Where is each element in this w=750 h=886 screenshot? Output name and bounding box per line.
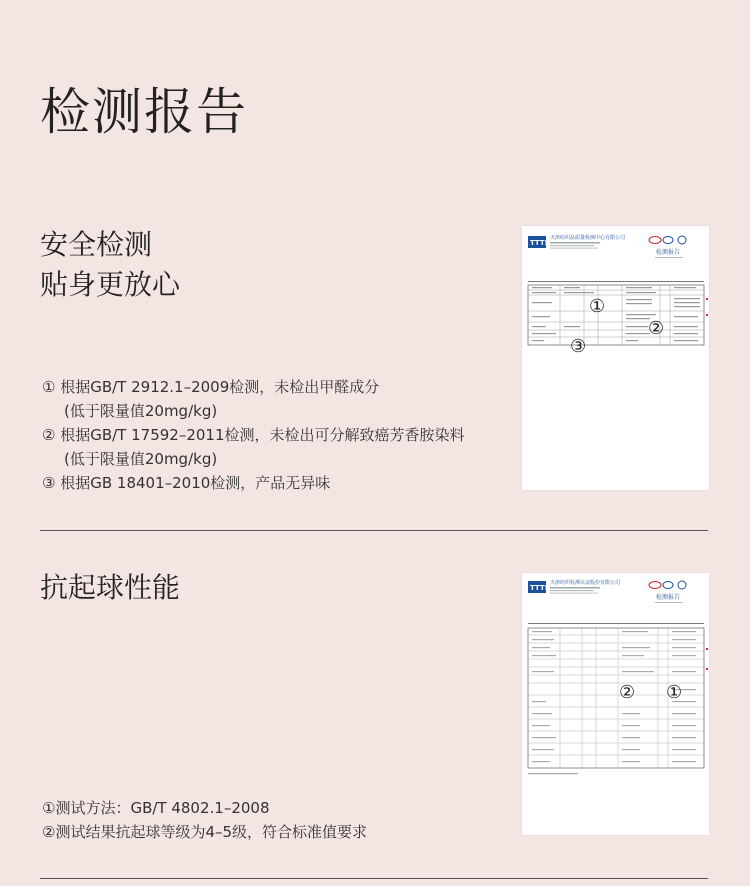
section1-item-1: ① 根据GB/T 2912.1–2009检测，未检出甲醛成分 (42, 378, 380, 396)
section1-heading-line2: 贴身更放心 (40, 268, 181, 301)
report2-marker-2: ② (619, 682, 636, 703)
report2-company: 天津纺织检测认证股份有限公司 (550, 580, 621, 586)
report-title: 检测报告 (656, 249, 681, 256)
report-image-safety (522, 226, 709, 490)
section2-item-1: ①测试方法：GB/T 4802.1–2008 (42, 799, 270, 817)
report-marker-1: ① (589, 296, 606, 317)
report-logo-text: TTTS (530, 239, 550, 247)
section1-item-3: ③ 根据GB 18401–2010检测，产品无异味 (42, 474, 331, 492)
section-divider-1 (40, 530, 708, 531)
section2-heading: 抗起球性能 (40, 571, 181, 604)
section1-item-2-note: (低于限量值20mg/kg) (64, 450, 218, 468)
report-marker-3: ③ (570, 336, 587, 357)
page-title: 检测报告 (40, 83, 248, 141)
section1-item-1-note: (低于限量值20mg/kg) (64, 402, 218, 420)
report2-title: 检测报告 (656, 594, 681, 601)
report2-logo-text: TTTS (530, 584, 550, 592)
section2-item-2: ②测试结果抗起球等级为4–5级，符合标准值要求 (42, 823, 368, 841)
section1-item-2: ② 根据GB/T 17592–2011检测，未检出可分解致癌芳香胺染料 (42, 426, 465, 444)
report-marker-2: ② (648, 318, 665, 339)
section-divider-2 (40, 878, 708, 879)
section1-heading-line1: 安全检测 (40, 228, 153, 261)
report-company: 天津纺织品质量检测中心有限公司 (550, 235, 626, 241)
report2-marker-1: ① (666, 682, 683, 703)
report-image-pilling (522, 573, 709, 835)
